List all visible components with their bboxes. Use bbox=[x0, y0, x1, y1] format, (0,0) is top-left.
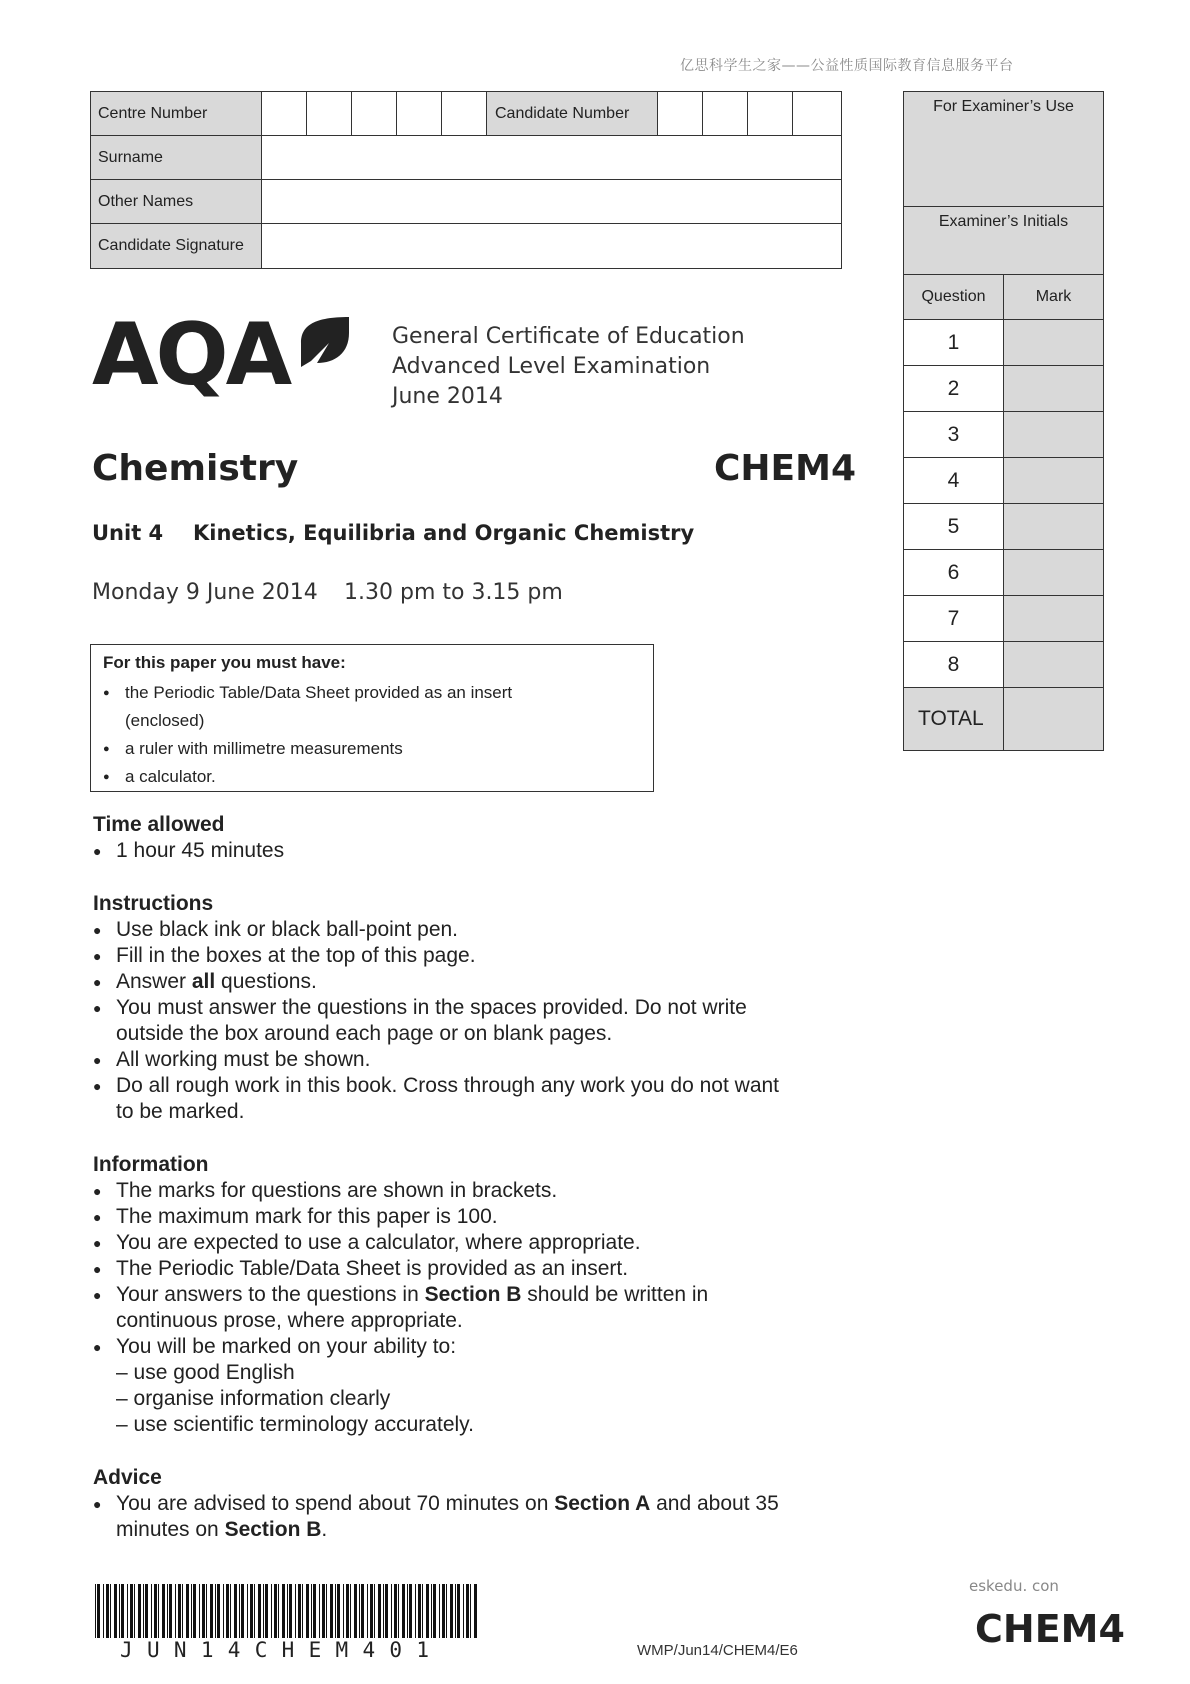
aqa-logo bbox=[92, 305, 290, 405]
must-have-box bbox=[90, 644, 654, 792]
barcode-bar bbox=[431, 1584, 432, 1638]
must-have-item: ● the Periodic Table/Data Sheet provided as an insert (enclosed) bbox=[103, 679, 573, 735]
question-number: 4 bbox=[904, 458, 1004, 503]
centre-number-label: Centre Number bbox=[91, 92, 262, 135]
question-number: 7 bbox=[904, 596, 1004, 641]
barcode-bar bbox=[191, 1584, 192, 1638]
barcode-bar bbox=[119, 1584, 120, 1638]
barcode-bar bbox=[466, 1584, 469, 1638]
barcode-bar bbox=[250, 1584, 253, 1638]
centre-number-cell[interactable] bbox=[307, 92, 352, 135]
barcode-bar bbox=[378, 1584, 381, 1638]
barcode-bar bbox=[175, 1584, 176, 1638]
barcode-bar bbox=[343, 1584, 344, 1638]
barcode-bar bbox=[263, 1584, 264, 1638]
barcode-bar bbox=[367, 1584, 368, 1638]
information-heading: Information bbox=[93, 1153, 209, 1176]
advice-item bbox=[93, 1491, 813, 1543]
qualification bbox=[392, 322, 745, 412]
barcode-bar bbox=[326, 1584, 327, 1638]
advice-emphasis: Section B bbox=[224, 1518, 322, 1541]
barcode-bar bbox=[202, 1584, 205, 1638]
examiner-use-label: For Examiner’s Use bbox=[904, 92, 1103, 207]
barcode-bar bbox=[289, 1584, 292, 1638]
mark-cell[interactable] bbox=[1004, 642, 1103, 687]
barcode-bar bbox=[151, 1584, 152, 1638]
barcode-bar bbox=[433, 1584, 436, 1638]
aqa-logo-text: AQA bbox=[92, 305, 290, 405]
barcode-bar bbox=[282, 1584, 285, 1638]
question-number: 8 bbox=[904, 642, 1004, 687]
candidate-number-label: Candidate Number bbox=[487, 92, 658, 135]
instruction-item: ● Fill in the boxes at the top of this page. bbox=[93, 943, 813, 969]
barcode-bar bbox=[158, 1584, 159, 1638]
barcode-bar bbox=[154, 1584, 157, 1638]
advice-text: . bbox=[321, 1518, 328, 1541]
barcode-bar bbox=[265, 1584, 268, 1638]
examiner-box bbox=[903, 91, 1104, 751]
barcode-bar bbox=[206, 1584, 207, 1638]
instruction-text: questions. bbox=[215, 970, 317, 993]
barcode-bar bbox=[230, 1584, 231, 1638]
other-names-row bbox=[91, 180, 841, 224]
barcode-bar bbox=[103, 1584, 104, 1638]
question-row bbox=[904, 412, 1103, 458]
barcode-bar bbox=[322, 1584, 325, 1638]
surname-label: Surname bbox=[91, 136, 262, 179]
advice-text: and about 35 minutes on bbox=[116, 1492, 779, 1541]
barcode-bar bbox=[302, 1584, 303, 1638]
barcode-bar bbox=[374, 1584, 375, 1638]
question-header: Question bbox=[904, 275, 1004, 319]
centre-number-cell[interactable] bbox=[262, 92, 307, 135]
site-text: eskedu. con bbox=[969, 1577, 1059, 1595]
barcode-bar bbox=[409, 1584, 412, 1638]
mark-header: Mark bbox=[1035, 288, 1072, 305]
information-subitem: – use scientific terminology accurately. bbox=[116, 1413, 474, 1436]
barcode-bar bbox=[295, 1584, 296, 1638]
barcode-bar bbox=[306, 1584, 309, 1638]
question-row bbox=[904, 550, 1103, 596]
information-item: ● The marks for questions are shown in brackets. bbox=[93, 1178, 813, 1204]
mark-cell[interactable] bbox=[1004, 596, 1103, 641]
information-item: ● You are expected to use a calculator, where appropriate. bbox=[93, 1230, 813, 1256]
barcode-bar bbox=[415, 1584, 416, 1638]
other-names-field[interactable] bbox=[262, 180, 841, 223]
footer-paper-code: CHEM4 bbox=[975, 1607, 1125, 1651]
question-row bbox=[904, 504, 1103, 550]
signature-field[interactable] bbox=[262, 224, 841, 268]
barcode-bar bbox=[130, 1584, 133, 1638]
examiner-initials-label: Examiner’s Initials bbox=[904, 207, 1103, 275]
barcode-bar bbox=[217, 1584, 220, 1638]
information-item: ● The Periodic Table/Data Sheet is provided as an insert. bbox=[93, 1256, 813, 1282]
advice-heading: Advice bbox=[93, 1466, 162, 1489]
barcode-bar bbox=[330, 1584, 333, 1638]
question-row bbox=[904, 642, 1103, 688]
other-names-label: Other Names bbox=[91, 180, 262, 223]
signature-row bbox=[91, 224, 841, 268]
examiner-header-row bbox=[904, 275, 1103, 320]
must-have-heading: For this paper you must have: bbox=[103, 653, 346, 672]
centre-candidate-row bbox=[91, 92, 841, 136]
barcode-bar bbox=[121, 1584, 124, 1638]
mark-cell[interactable] bbox=[1004, 550, 1103, 595]
unit-label: Unit 4 bbox=[92, 521, 164, 545]
barcode-bar bbox=[398, 1584, 399, 1638]
surname-field[interactable] bbox=[262, 136, 841, 179]
barcode-bar bbox=[215, 1584, 216, 1638]
barcode-bar bbox=[383, 1584, 384, 1638]
barcode-bar bbox=[422, 1584, 423, 1638]
barcode-bar bbox=[143, 1584, 144, 1638]
centre-number-cell[interactable] bbox=[442, 92, 487, 135]
question-number: 1 bbox=[904, 320, 1004, 365]
instruction-item: ● Use black ink or black ball-point pen. bbox=[93, 917, 813, 943]
question-row bbox=[904, 320, 1103, 366]
barcode-bar bbox=[391, 1584, 392, 1638]
question-number: 3 bbox=[904, 412, 1004, 457]
information-item: ● You will be marked on your ability to: bbox=[93, 1334, 813, 1360]
instructions-heading: Instructions bbox=[93, 892, 214, 915]
mark-cell[interactable] bbox=[1004, 504, 1103, 549]
barcode-bar bbox=[394, 1584, 397, 1638]
mark-cell[interactable] bbox=[1004, 458, 1103, 503]
barcode-bar bbox=[361, 1584, 364, 1638]
barcode-bar bbox=[134, 1584, 135, 1638]
information-subitem: – use good English bbox=[116, 1361, 295, 1384]
barcode-bar bbox=[167, 1584, 168, 1638]
barcode-bar bbox=[407, 1584, 408, 1638]
barcode-bar bbox=[402, 1584, 405, 1638]
instruction-item: ● You must answer the questions in the spaces provided. Do not write outside the box around each page or on blank pages. bbox=[93, 995, 803, 1047]
qualification-line: Advanced Level Examination bbox=[392, 354, 711, 379]
centre-number-cell[interactable] bbox=[397, 92, 442, 135]
qualification-line: June 2014 bbox=[392, 384, 503, 409]
barcode-bar bbox=[457, 1584, 460, 1638]
question-number: 6 bbox=[904, 550, 1004, 595]
barcode-bar bbox=[210, 1584, 213, 1638]
time-allowed-item: ● 1 hour 45 minutes bbox=[93, 838, 813, 864]
barcode-bar bbox=[274, 1584, 277, 1638]
barcode-icon bbox=[95, 1584, 478, 1638]
exam-date: Monday 9 June 2014 bbox=[92, 580, 318, 605]
instruction-item: ● Do all rough work in this book. Cross through any work you do not want to be marked. bbox=[93, 1073, 793, 1125]
barcode-bar bbox=[354, 1584, 357, 1638]
total-row bbox=[904, 688, 1103, 750]
barcode-bar bbox=[298, 1584, 301, 1638]
information-subitem: – organise information clearly bbox=[116, 1387, 391, 1410]
aqa-leaf-icon bbox=[297, 313, 351, 369]
question-row bbox=[904, 458, 1103, 504]
barcode-bar bbox=[278, 1584, 279, 1638]
barcode-bar bbox=[110, 1584, 111, 1638]
surname-row bbox=[91, 136, 841, 180]
barcode-bar bbox=[234, 1584, 237, 1638]
barcode-bar bbox=[145, 1584, 148, 1638]
information-item bbox=[93, 1282, 773, 1334]
question-number: 2 bbox=[904, 366, 1004, 411]
instructions-section bbox=[93, 891, 813, 1125]
barcode-bar bbox=[106, 1584, 109, 1638]
barcode-bar bbox=[193, 1584, 196, 1638]
barcode-bar bbox=[313, 1584, 316, 1638]
barcode-bar bbox=[254, 1584, 255, 1638]
barcode-bar bbox=[463, 1584, 464, 1638]
instruction-item: ● All working must be shown. bbox=[93, 1047, 813, 1073]
exam-time: 1.30 pm to 3.15 pm bbox=[344, 580, 563, 605]
barcode-bar bbox=[474, 1584, 477, 1638]
information-text: Your answers to the questions in bbox=[116, 1283, 425, 1306]
question-row bbox=[904, 596, 1103, 642]
barcode-bar bbox=[442, 1584, 445, 1638]
barcode-bar bbox=[178, 1584, 181, 1638]
barcode-bar bbox=[127, 1584, 128, 1638]
barcode-bar bbox=[446, 1584, 447, 1638]
qualification-line: General Certificate of Education bbox=[392, 324, 745, 349]
paper-code: CHEM4 bbox=[714, 448, 857, 489]
barcode-bar bbox=[426, 1584, 429, 1638]
barcode-text: JUN14CHEM401 bbox=[120, 1638, 444, 1662]
candidate-number-cell[interactable] bbox=[793, 92, 838, 135]
subject-title: Chemistry bbox=[92, 448, 299, 489]
information-text: should be written in continuous prose, where appropriate. bbox=[116, 1283, 709, 1332]
barcode-bar bbox=[346, 1584, 349, 1638]
candidate-number-cell[interactable] bbox=[703, 92, 748, 135]
candidate-number-cell[interactable] bbox=[748, 92, 793, 135]
barcode-bar bbox=[114, 1584, 117, 1638]
barcode-bar bbox=[199, 1584, 200, 1638]
barcode-bar bbox=[287, 1584, 288, 1638]
total-label: TOTAL bbox=[904, 688, 1004, 750]
instruction-text: Answer bbox=[116, 970, 192, 993]
mark-cell[interactable] bbox=[1004, 366, 1103, 411]
barcode-bar bbox=[350, 1584, 351, 1638]
barcode-bar bbox=[470, 1584, 471, 1638]
barcode-bar bbox=[169, 1584, 172, 1638]
signature-label: Candidate Signature bbox=[91, 224, 262, 268]
barcode-bar bbox=[239, 1584, 240, 1638]
question-row bbox=[904, 366, 1103, 412]
time-allowed-heading: Time allowed bbox=[93, 813, 225, 836]
barcode-bar bbox=[455, 1584, 456, 1638]
watermark-text: 亿思科学生之家——公益性质国际教育信息服务平台 bbox=[680, 58, 1014, 74]
barcode-bar bbox=[319, 1584, 320, 1638]
information-emphasis: Section B bbox=[424, 1283, 522, 1306]
centre-number-cell[interactable] bbox=[352, 92, 397, 135]
advice-emphasis: Section A bbox=[554, 1492, 651, 1515]
advice-section bbox=[93, 1465, 813, 1543]
must-have-item: ● a calculator. bbox=[103, 763, 641, 791]
information-section bbox=[93, 1152, 813, 1438]
advice-text: You are advised to spend about 70 minutes on bbox=[116, 1492, 555, 1515]
candidate-number-cell[interactable] bbox=[658, 92, 703, 135]
unit-title: Kinetics, Equilibria and Organic Chemistry bbox=[193, 521, 695, 545]
mark-cell[interactable] bbox=[1004, 412, 1103, 457]
time-allowed-section bbox=[93, 812, 813, 864]
instruction-item bbox=[93, 969, 813, 995]
barcode-bar bbox=[439, 1584, 440, 1638]
barcode-bar bbox=[258, 1584, 261, 1638]
paper-reference: WMP/Jun14/CHEM4/E6 bbox=[637, 1642, 798, 1659]
instruction-emphasis: all bbox=[191, 970, 216, 993]
mark-cell[interactable] bbox=[1004, 320, 1103, 365]
barcode-bar bbox=[247, 1584, 248, 1638]
barcode-bar bbox=[337, 1584, 340, 1638]
barcode-bar bbox=[418, 1584, 421, 1638]
barcode-bar bbox=[335, 1584, 336, 1638]
barcode-bar bbox=[182, 1584, 183, 1638]
barcode-bar bbox=[311, 1584, 312, 1638]
total-mark-cell[interactable] bbox=[1004, 688, 1103, 750]
barcode-bar bbox=[359, 1584, 360, 1638]
must-have-item: ● a ruler with millimetre measurements bbox=[103, 735, 641, 763]
barcode-bar bbox=[226, 1584, 229, 1638]
barcode-bar bbox=[223, 1584, 224, 1638]
barcode-bar bbox=[271, 1584, 272, 1638]
barcode-bar bbox=[186, 1584, 189, 1638]
barcode-bar bbox=[370, 1584, 373, 1638]
barcode-bar bbox=[241, 1584, 244, 1638]
candidate-details-box bbox=[90, 91, 842, 269]
barcode-bar bbox=[450, 1584, 453, 1638]
information-item: ● The maximum mark for this paper is 100. bbox=[93, 1204, 813, 1230]
barcode-bar bbox=[138, 1584, 141, 1638]
barcode-bar bbox=[95, 1584, 96, 1638]
barcode-bar bbox=[97, 1584, 100, 1638]
barcode-bar bbox=[162, 1584, 165, 1638]
barcode-bar bbox=[385, 1584, 388, 1638]
question-number: 5 bbox=[904, 504, 1004, 549]
